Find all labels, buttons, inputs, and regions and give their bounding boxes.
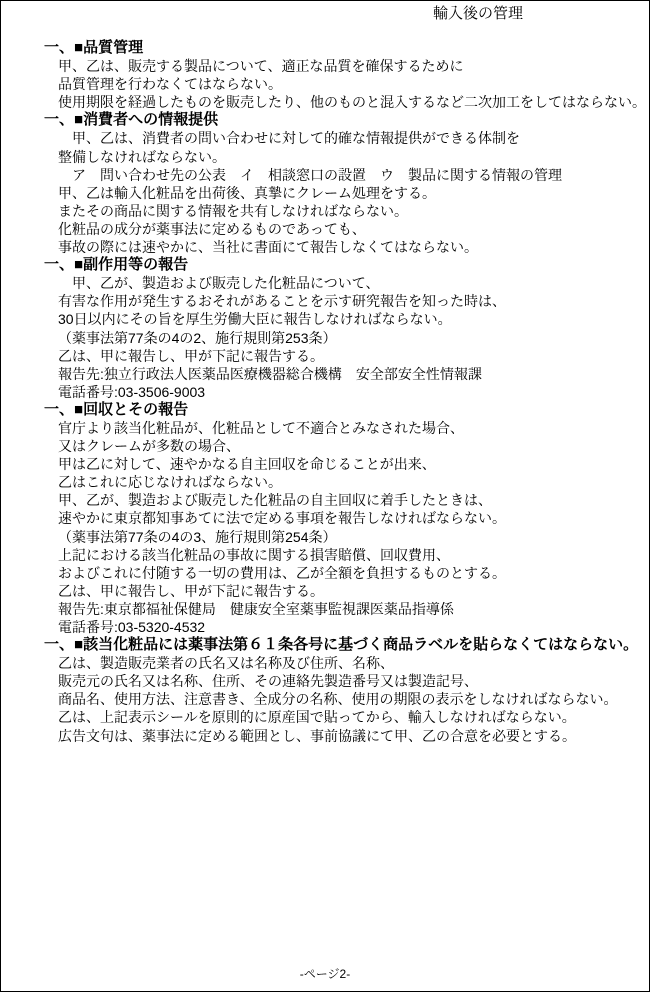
document-line: 官庁より該当化粧品が、化粧品として不適合とみなされた場合、 [58,419,464,436]
section-heading-quality [44,39,648,57]
document-line: 乙は、甲に報告し、甲が下記に報告する。 [58,582,324,599]
section-heading-text: ■該当化粧品には薬事法第６１条各号に基づく商品ラベルを貼らなくてはならない。 [74,636,639,654]
section-marker: 一、 [44,39,75,56]
document-line: 甲、乙は、消費者の問い合わせに対して的確な情報提供ができる体制を [58,130,520,147]
document-line: 事故の際には速やかに、当社に書面にて報告しなくてはならない。 [58,239,478,256]
section-heading-consumer-info [44,111,648,129]
section-heading-side-effects [44,256,648,274]
document-line: 整備しなければならない。 [58,148,226,165]
document-line: 甲は乙に対して、速やかなる自主回収を命じることが出来、 [58,456,436,473]
document-line: 乙はこれに応じなければならない。 [58,474,282,491]
document-line: 報告先:独立行政法人医薬品医療機器総合機構 安全部安全性情報課 [58,365,482,382]
document-line: 速やかに東京都知事あてに法で定める事項を報告しなければならない。 [58,510,506,527]
document-line: 電話番号:03-3506-9003 [58,383,206,400]
section-marker: 一、 [44,400,75,418]
document-body [44,39,648,745]
document-line: 甲、乙が、製造および販売した化粧品の自主回収に着手したときは、 [58,492,492,509]
document-line: 使用期限を経過したものを販売したり、他のものと混入するなど二次加工をしてはならない。 [58,94,646,111]
document-line: （薬事法第77条の4の2、施行規則第253条） [58,329,337,346]
section-heading-text: ■品質管理 [74,39,144,56]
section-heading-recall [44,401,648,419]
document-line: 電話番号:03-5320-4532 [58,619,206,635]
page-number: -ページ2- [299,967,351,981]
document-line: 商品名、使用方法、注意書き、全成分の名称、使用の期限の表示をしなければならない。 [58,691,618,708]
document-line: 有害な作用が発生するおそれがあることを示す研究報告を知った時は、 [58,293,506,310]
document-line: （薬事法第77条の4の3、施行規則第254条） [58,528,337,545]
document-line: 広告文句は、薬事法に定める範囲とし、事前協議にて甲、乙の合意を必要とする。 [58,727,576,744]
document-line: およびこれに付随する一切の費用は、乙が全額を負担するものとする。 [58,564,506,581]
section-marker: 一、 [44,256,75,274]
document-line: 報告先:東京都福祉保健局 健康安全室薬事監視課医薬品指導係 [58,600,454,617]
section-heading-text: ■回収とその報告 [74,400,189,418]
document-line: 品質管理を行わなくてはならない。 [58,76,282,93]
document-line: 又はクレームが多数の場合、 [58,438,240,455]
section-heading-text: ■副作用等の報告 [74,256,189,274]
document-line: 販売元の氏名又は名称、住所、その連絡先製造番号又は製造記号、 [58,673,478,690]
document-line: 化粧品の成分が薬事法に定めるものであっても、 [58,220,366,237]
document-line: 甲、乙は輸入化粧品を出荷後、真摯にクレーム処理をする。 [58,184,436,201]
document-line: またその商品に関する情報を共有しなければならない。 [58,202,408,219]
document-line: 乙は、甲に報告し、甲が下記に報告する。 [58,347,324,364]
document-line: 乙は、上記表示シールを原則的に原産国で貼ってから、輸入しなければならない。 [58,709,576,726]
document-line: 乙は、製造販売業者の氏名又は名称及び住所、名称、 [58,655,394,672]
section-marker: 一、 [44,111,75,129]
document-line: ア 問い合わせ先の公表 イ 相談窓口の設置 ウ 製品に関する情報の管理 [58,166,562,183]
document-line: 甲、乙は、販売する製品について、適正な品質を確保するために [58,58,464,75]
section-heading-product-label [44,636,648,654]
document-line: 甲、乙が、製造および販売した化粧品について、 [58,275,380,292]
section-heading-text: ■消費者への情報提供 [74,111,219,129]
document-line: 30日以内にその旨を厚生労働大臣に報告しなければならない。 [58,311,452,328]
document-line: 上記における該当化粧品の事故に関する損害賠償、回収費用、 [58,546,450,563]
section-marker: 一、 [44,636,75,654]
page-title: 輸入後の管理 [433,5,524,22]
